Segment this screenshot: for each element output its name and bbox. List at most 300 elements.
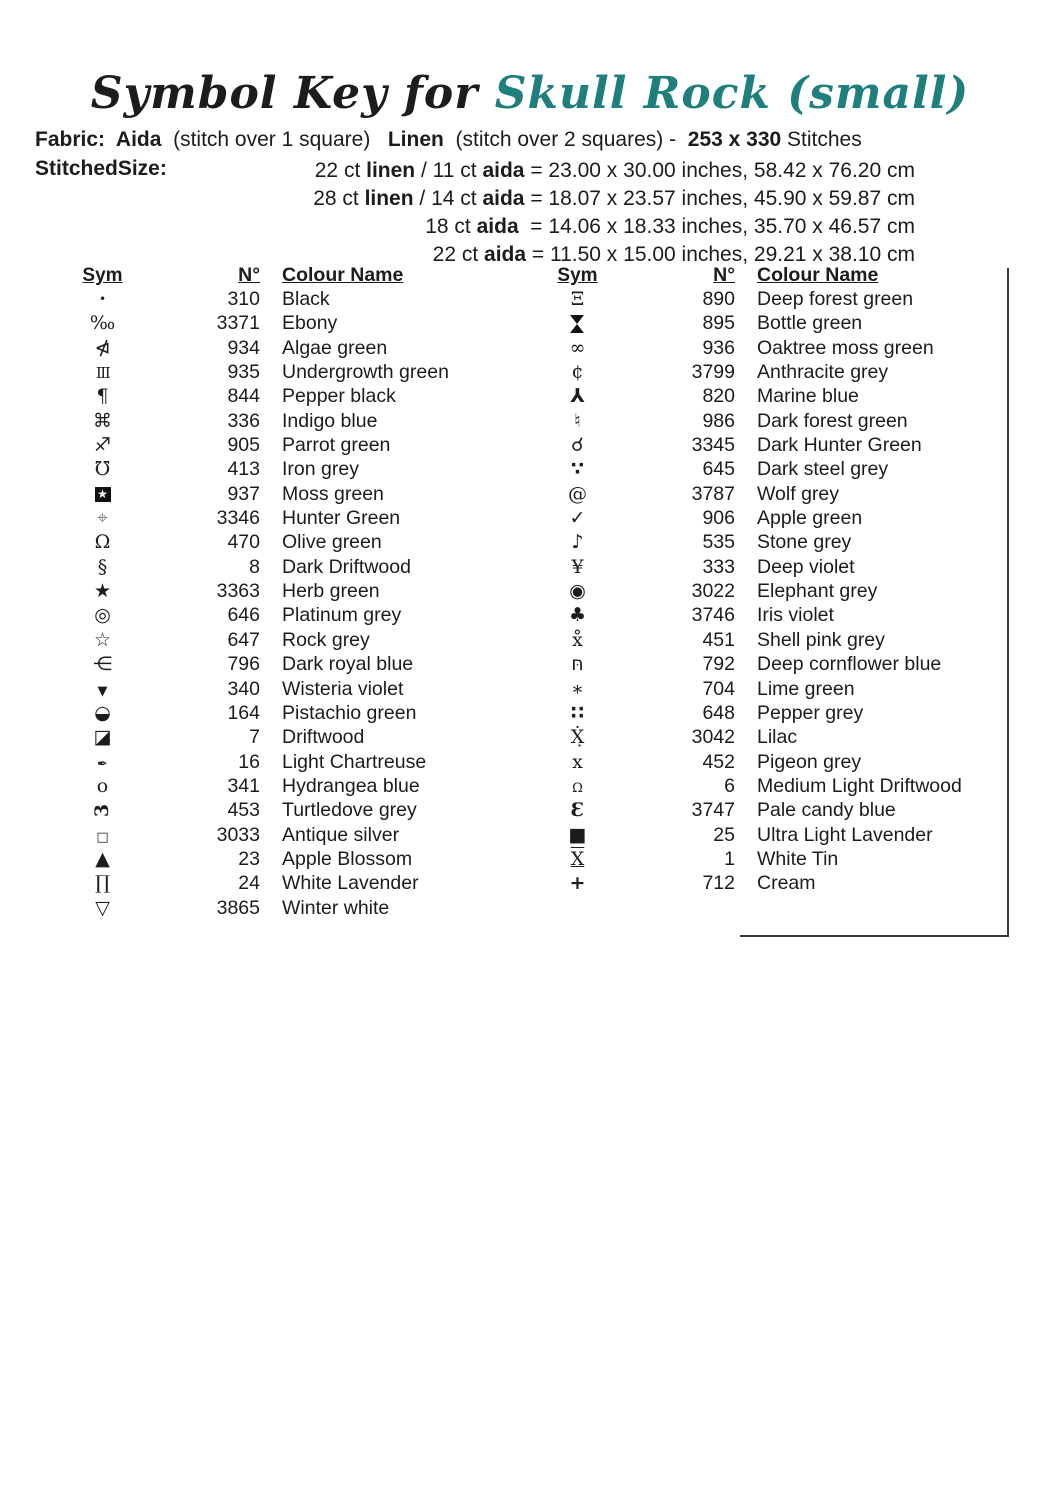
symbol-cell (535, 387, 620, 406)
thread-number-cell: 452 (702, 750, 735, 773)
title-pattern-name: Skull Rock (small) (494, 68, 970, 119)
stitch-symbol-icon: ‰ (89, 312, 116, 335)
table-row (535, 872, 1005, 896)
size-line (200, 185, 915, 213)
symbol-cell (60, 485, 145, 504)
colour-name-cell: White Lavender (282, 872, 419, 895)
table-row (60, 823, 530, 847)
table-header-row (60, 263, 530, 287)
colour-name-cell: Dark forest green (757, 409, 908, 432)
symbol-cell (535, 874, 620, 893)
stitch-symbol-icon: ∷ (570, 701, 585, 724)
thread-number-cell: 1 (724, 847, 735, 870)
stitch-symbol-icon: ♣ (568, 604, 587, 627)
fabric-line (35, 128, 1025, 152)
thread-number-cell: 890 (702, 288, 735, 311)
symbol-cell (535, 628, 620, 651)
colour-name-cell: Dark Driftwood (282, 555, 411, 578)
symbol-cell (535, 655, 620, 674)
colour-name-cell: Dark royal blue (282, 653, 414, 676)
thread-number-cell: 3747 (691, 799, 735, 822)
table-bottom-border (740, 935, 1009, 937)
symbol-cell (535, 482, 620, 505)
text-segment: = 18.07 x 23.57 inches, 45.90 x 59.87 cm (524, 187, 915, 210)
thread-number-cell: 3042 (691, 726, 735, 749)
colour-name-cell: Cream (757, 872, 816, 895)
colour-name-cell: Winter white (282, 896, 390, 919)
colour-name-cell: Bottle green (757, 312, 863, 335)
colour-name-cell: Hunter Green (282, 507, 401, 530)
stitch-symbol-icon: ∞ (569, 336, 586, 359)
table-row (60, 604, 530, 628)
table-row (60, 312, 530, 336)
symbol-cell (60, 774, 145, 797)
colour-name-cell: Apple green (757, 507, 863, 530)
stitch-symbol-icon: o (96, 774, 109, 797)
table-row (535, 847, 1005, 871)
stitch-symbol-icon: ☆ (93, 628, 112, 651)
size-line (200, 157, 915, 185)
table-row (535, 579, 1005, 603)
colour-name-cell: Ebony (282, 312, 338, 335)
text-segment: aida (484, 243, 527, 266)
thread-number-cell: 3033 (216, 823, 260, 846)
colour-name-cell: Moss green (282, 482, 384, 505)
stitch-symbol-icon: @ (568, 482, 587, 505)
symbol-cell (535, 823, 620, 846)
colour-name-cell: Shell pink grey (757, 628, 885, 651)
symbol-cell (60, 336, 145, 359)
stitch-symbol-icon: ◉ (569, 580, 586, 603)
colour-name-cell: Anthracite grey (757, 361, 889, 384)
table-right-border (1007, 268, 1009, 937)
title-prefix: Symbol Key for (90, 68, 495, 119)
table-row (535, 360, 1005, 384)
colour-name-cell: Driftwood (282, 726, 365, 749)
thread-number-cell: 906 (702, 507, 735, 530)
thread-number-cell: 8 (249, 555, 260, 578)
text-segment: Linen (387, 128, 444, 151)
text-segment: 28 ct (313, 187, 365, 210)
symbol-cell (535, 314, 620, 333)
stitched-size-lines (200, 157, 915, 269)
table-row (60, 799, 530, 823)
stitch-symbol-icon: ◪ (93, 726, 112, 749)
stitch-symbol-icon: ★ (93, 580, 112, 603)
symbol-cell (60, 680, 145, 699)
header-colour-name: Colour Name (757, 263, 879, 286)
symbol-cell (60, 509, 145, 528)
symbol-cell (535, 677, 620, 700)
stitch-symbol-icon: ♮ (574, 409, 581, 432)
table-row (60, 750, 530, 774)
stitch-symbol-icon: Ω (94, 531, 111, 554)
table-row (60, 847, 530, 871)
thread-number-cell: 7 (249, 726, 260, 749)
thread-number-cell: 3787 (691, 482, 735, 505)
stitch-symbol-icon: Ξ (570, 288, 585, 311)
thread-number-cell: 341 (227, 774, 260, 797)
table-row (60, 531, 530, 555)
thread-number-cell: 535 (702, 531, 735, 554)
symbol-cell (535, 363, 620, 382)
colour-name-cell: Oaktree moss green (757, 336, 934, 359)
symbol-cell (60, 753, 145, 772)
stitch-symbol-icon: □ (96, 829, 109, 845)
thread-number-cell: 820 (702, 385, 735, 408)
symbol-cell (535, 777, 620, 796)
symbol-cell (535, 290, 620, 309)
symbol-cell (60, 533, 145, 552)
colour-name-cell: Olive green (282, 531, 382, 554)
table-row (60, 409, 530, 433)
stitch-symbol-icon: ⌘ (93, 409, 112, 432)
text-segment: Stitches (781, 128, 862, 151)
stitch-symbol-icon: ♐ (93, 434, 112, 457)
table-row (535, 799, 1005, 823)
text-segment: aida (482, 159, 525, 182)
text-segment: linen (366, 159, 416, 182)
table-row (60, 677, 530, 701)
stitch-symbol-icon (570, 315, 585, 333)
thread-number-cell: 895 (702, 312, 735, 335)
symbol-cell (60, 314, 145, 333)
symbol-cell (535, 460, 620, 479)
thread-number-cell: 905 (227, 434, 260, 457)
thread-number-cell: 936 (702, 336, 735, 359)
symbol-cell (60, 582, 145, 601)
header-sym: Sym (557, 264, 598, 286)
stitch-symbol-icon: 3 (90, 804, 113, 818)
symbol-cell (60, 555, 145, 578)
colour-name-cell: Iris violet (757, 604, 834, 627)
table-row (535, 409, 1005, 433)
table-row (60, 506, 530, 530)
symbol-cell (535, 606, 620, 625)
colour-name-cell: Stone grey (757, 531, 852, 554)
symbol-cell (535, 750, 620, 773)
thread-number-cell: 16 (238, 750, 260, 773)
stitch-symbol-icon: ⋲ (93, 653, 112, 676)
text-segment: 22 ct (432, 243, 485, 266)
stitch-symbol-icon: Ɛ (570, 799, 585, 822)
stitch-symbol-icon: Ẋ̣ (570, 726, 585, 749)
colour-name-cell: Platinum grey (282, 604, 402, 627)
thread-number-cell: 333 (702, 555, 735, 578)
table-row (60, 336, 530, 360)
table-row (535, 677, 1005, 701)
table-row (535, 506, 1005, 530)
thread-number-cell: 340 (227, 677, 260, 700)
thread-number-cell: 646 (227, 604, 260, 627)
stitch-symbol-icon: Ω (572, 780, 583, 796)
table-row (535, 604, 1005, 628)
table-row (60, 653, 530, 677)
stitch-symbol-icon: ¶ (96, 385, 109, 408)
colour-name-cell: Algae green (282, 336, 388, 359)
thread-number-cell: 451 (702, 628, 735, 651)
stitch-symbol-icon: ∗ (571, 677, 584, 700)
table-row (60, 385, 530, 409)
stitch-symbol-icon: ✒ (97, 756, 108, 772)
colour-name-cell: Pistachio green (282, 701, 417, 724)
thread-number-cell: 3746 (691, 604, 735, 627)
text-segment: / 11 ct (415, 159, 483, 182)
colour-name-cell: Antique silver (282, 823, 400, 846)
stitch-symbol-icon: ◎ (94, 604, 111, 627)
thread-number-cell: 937 (227, 482, 260, 505)
table-row (60, 555, 530, 579)
thread-number-cell: 453 (227, 799, 260, 822)
symbol-cell (535, 801, 620, 820)
thread-number-cell: 3371 (216, 312, 260, 335)
colour-name-cell: Lime green (757, 677, 855, 700)
thread-number-cell: 470 (227, 531, 260, 554)
stitch-symbol-icon: ⌖ (97, 507, 108, 530)
text-segment: 22 ct (314, 159, 367, 182)
table-row (535, 701, 1005, 725)
stitch-symbol-icon: § (97, 555, 108, 578)
symbol-cell (60, 701, 145, 724)
symbol-cell (535, 509, 620, 528)
text-segment: (stitch over 2 squares) - (443, 128, 688, 151)
stitch-symbol-icon: ℧ (94, 458, 111, 481)
stitch-symbol-icon: ⅄ (570, 385, 585, 408)
stitch-symbol-icon: x (572, 750, 583, 773)
colour-name-cell: Deep violet (757, 555, 855, 578)
table-row (60, 579, 530, 603)
colour-name-cell: Wisteria violet (282, 677, 404, 700)
table-row (535, 750, 1005, 774)
symbol-cell (60, 826, 145, 845)
colour-name-cell: Pigeon grey (757, 750, 862, 773)
symbol-table-left (60, 263, 530, 920)
stitch-symbol-icon: III (95, 364, 110, 383)
symbol-cell (535, 555, 620, 578)
text-segment: = 11.50 x 15.00 inches, 29.21 x 38.10 cm (526, 243, 915, 266)
table-row (60, 896, 530, 920)
symbol-cell (60, 847, 145, 870)
thread-number-cell: 3022 (691, 580, 735, 603)
symbol-cell (60, 628, 145, 651)
table-row (535, 287, 1005, 311)
symbol-cell (60, 460, 145, 479)
symbol-cell (60, 606, 145, 625)
thread-number-cell: 648 (702, 701, 735, 724)
thread-number-cell: 23 (238, 847, 260, 870)
thread-number-cell: 3346 (216, 507, 260, 530)
thread-number-cell: 934 (227, 336, 260, 359)
header-num: N° (713, 263, 735, 286)
table-row (535, 531, 1005, 555)
text-segment: = 23.00 x 30.00 inches, 58.42 x 76.20 cm (524, 159, 915, 182)
symbol-table-right (535, 263, 1005, 896)
thread-number-cell: 792 (702, 653, 735, 676)
stitch-symbol-icon: ∵ (570, 458, 585, 481)
text-segment: 253 x 330 (687, 128, 782, 151)
thread-number-cell: 796 (227, 653, 260, 676)
stitch-symbol-icon: ▼ (97, 683, 108, 699)
thread-number-cell: 24 (238, 872, 260, 895)
table-row (535, 726, 1005, 750)
thread-number-cell: 3799 (691, 361, 735, 384)
thread-number-cell: 336 (227, 409, 260, 432)
colour-name-cell: Pale candy blue (757, 799, 896, 822)
symbol-cell (535, 436, 620, 455)
colour-name-cell: Hydrangea blue (282, 774, 420, 797)
colour-name-cell: Pepper black (282, 385, 396, 408)
colour-name-cell: Pepper grey (757, 701, 864, 724)
table-row (535, 653, 1005, 677)
symbol-cell (60, 387, 145, 406)
colour-name-cell: Deep forest green (757, 288, 914, 311)
symbol-cell (535, 533, 620, 552)
colour-name-cell: Dark Hunter Green (757, 434, 922, 457)
table-row (60, 726, 530, 750)
thread-number-cell: 25 (713, 823, 735, 846)
stitch-symbol-icon: + (569, 872, 586, 895)
symbol-cell (535, 409, 620, 432)
table-row (535, 555, 1005, 579)
colour-name-cell: Lilac (757, 726, 798, 749)
colour-name-cell: Elephant grey (757, 580, 878, 603)
colour-name-cell: Deep cornflower blue (757, 653, 942, 676)
stitch-symbol-icon: ¢ (571, 361, 584, 384)
colour-name-cell: Ultra Light Lavender (757, 823, 933, 846)
symbol-cell (60, 290, 145, 309)
text-segment: Fabric: Aida (35, 128, 162, 151)
thread-number-cell: 986 (702, 409, 735, 432)
thread-number-cell: 704 (702, 677, 735, 700)
colour-name-cell: Undergrowth green (282, 361, 449, 384)
thread-number-cell: 3865 (216, 896, 260, 919)
thread-number-cell: 3363 (216, 580, 260, 603)
thread-number-cell: 164 (227, 701, 260, 724)
stitch-symbol-icon: ✓ (569, 507, 586, 530)
table-header-row (535, 263, 1005, 287)
symbol-cell (535, 336, 620, 359)
colour-name-cell: Medium Light Driftwood (757, 774, 962, 797)
thread-number-cell: 647 (227, 628, 260, 651)
text-segment: 18 ct (425, 215, 477, 238)
thread-number-cell: 712 (702, 872, 735, 895)
stitch-symbol-icon: ¥ (571, 555, 584, 578)
header-sym: Sym (82, 264, 123, 286)
stitch-symbol-icon: ▽ (95, 896, 110, 919)
stitch-symbol-icon: ⋪ (94, 336, 111, 359)
colour-name-cell: Herb green (282, 580, 380, 603)
table-row (60, 482, 530, 506)
table-row (535, 458, 1005, 482)
symbol-cell (60, 874, 145, 893)
text-segment: = 14.06 x 18.33 inches, 35.70 x 46.57 cm (518, 215, 915, 238)
symbol-cell (60, 363, 145, 382)
table-row (535, 823, 1005, 847)
colour-name-cell: Indigo blue (282, 409, 378, 432)
table-row (60, 287, 530, 311)
table-row (535, 385, 1005, 409)
stitch-symbol-icon: X (570, 847, 585, 870)
table-row (60, 458, 530, 482)
stitch-symbol-icon: חּ (571, 653, 584, 676)
table-row (60, 433, 530, 457)
colour-name-cell: Black (282, 288, 330, 311)
stitch-symbol-icon: ■ (568, 823, 587, 846)
table-body-right (535, 287, 1005, 896)
colour-name-cell: Light Chartreuse (282, 750, 427, 773)
size-line (200, 213, 915, 241)
colour-name-cell: Turtledove grey (282, 799, 417, 822)
colour-name-cell: Iron grey (282, 458, 359, 481)
symbol-cell (60, 655, 145, 674)
table-row (535, 482, 1005, 506)
stitch-symbol-icon: ★ (95, 487, 111, 502)
header-colour-name: Colour Name (282, 263, 404, 286)
colour-name-cell: Dark steel grey (757, 458, 889, 481)
colour-name-cell: Rock grey (282, 628, 370, 651)
colour-name-cell: White Tin (757, 847, 839, 870)
symbol-cell (535, 582, 620, 601)
colour-name-cell: Marine blue (757, 385, 859, 408)
table-row (535, 433, 1005, 457)
colour-name-cell: Apple Blossom (282, 847, 413, 870)
thread-number-cell: 3345 (691, 434, 735, 457)
thread-number-cell: 645 (702, 458, 735, 481)
stitch-symbol-icon: x̊ (572, 628, 583, 651)
thread-number-cell: 935 (227, 361, 260, 384)
table-row (60, 701, 530, 725)
symbol-cell (535, 701, 620, 724)
stitch-symbol-icon: ◒ (94, 701, 111, 724)
stitch-symbol-icon: ▲ (95, 847, 110, 870)
stitch-symbol-icon: ∏ (94, 872, 111, 895)
text-segment: aida (476, 215, 519, 238)
colour-name-cell: Parrot green (282, 434, 391, 457)
header-num: N° (238, 263, 260, 286)
stitch-symbol-icon: ☌ (571, 434, 584, 457)
table-row (60, 628, 530, 652)
table-row (60, 774, 530, 798)
stitch-symbol-icon: · (99, 288, 106, 311)
text-segment: aida (482, 187, 525, 210)
table-row (60, 872, 530, 896)
colour-name-cell: Wolf grey (757, 482, 839, 505)
symbol-cell (60, 436, 145, 455)
symbol-cell (60, 728, 145, 747)
symbol-cell (60, 409, 145, 432)
thread-number-cell: 413 (227, 458, 260, 481)
symbol-cell (535, 728, 620, 747)
table-row (535, 336, 1005, 360)
symbol-cell (535, 847, 620, 870)
text-segment: / 14 ct (413, 187, 483, 210)
table-row (535, 774, 1005, 798)
stitched-size-label: StitchedSize: (35, 157, 167, 180)
page-title (0, 68, 1060, 119)
symbol-cell (60, 801, 145, 820)
table-row (535, 628, 1005, 652)
text-segment: (stitch over 1 square) (161, 128, 388, 151)
table-row (60, 360, 530, 384)
thread-number-cell: 310 (227, 288, 260, 311)
table-row (535, 312, 1005, 336)
symbol-cell (60, 896, 145, 919)
table-body-left (60, 287, 530, 920)
stitch-symbol-icon: ♪ (571, 531, 584, 554)
thread-number-cell: 844 (227, 385, 260, 408)
thread-number-cell: 6 (724, 774, 735, 797)
text-segment: linen (364, 187, 414, 210)
